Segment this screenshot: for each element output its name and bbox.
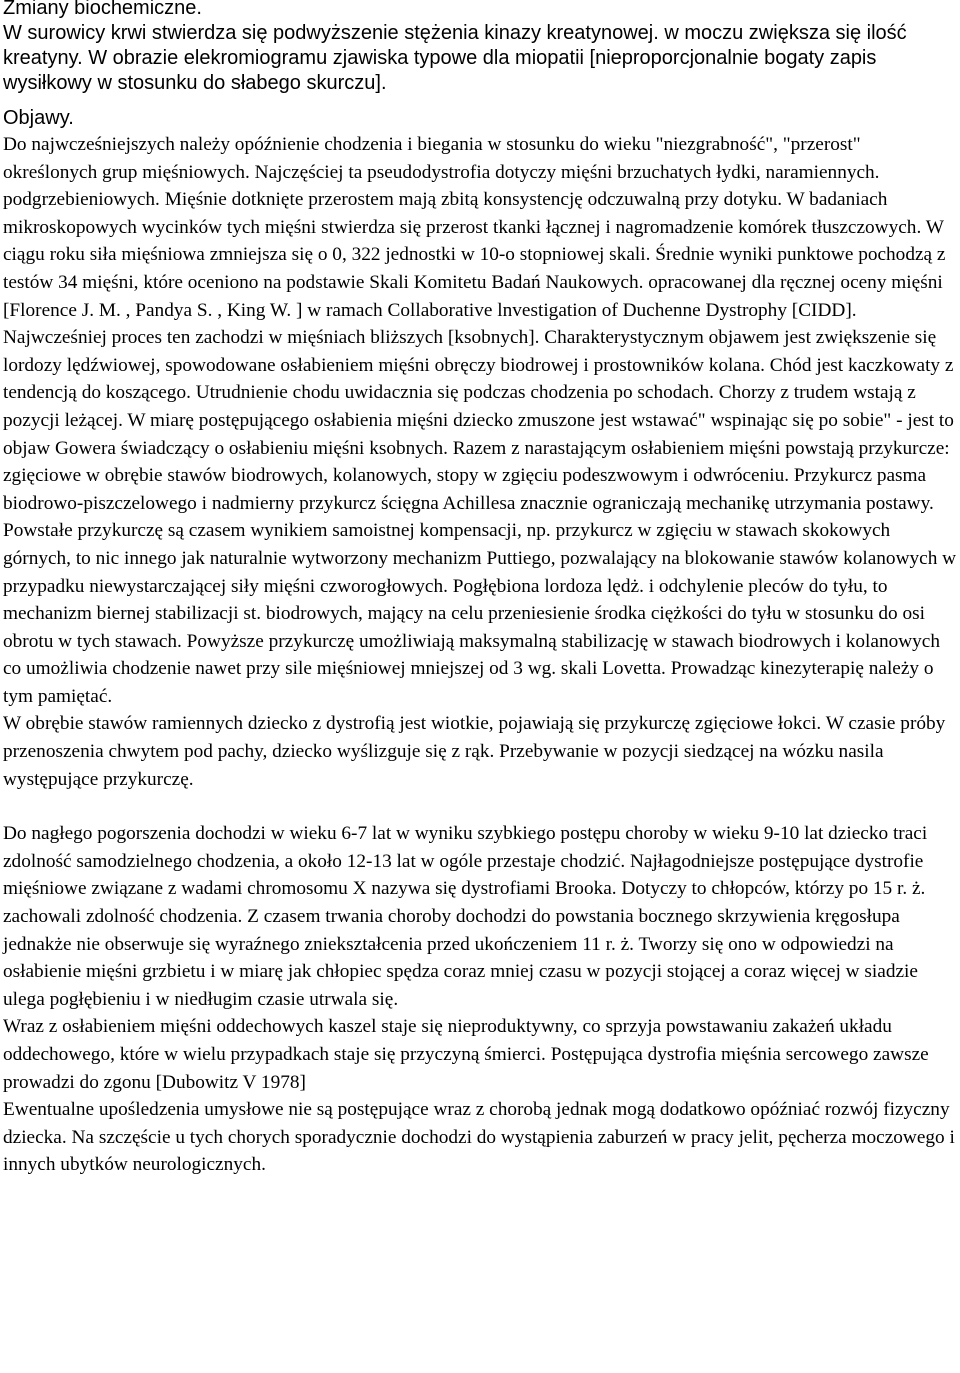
paragraph-mental: Ewentualne upośledzenia umysłowe nie są postępujące wraz z chorobą jednak mogą dodatkowo opóźniać rozwój fizyczny dziecka. Na szczęście u tych chorych sporadycznie dochodzi do wystąpienia zaburzeń w pracy jelit, pęcherza moczowego i innych ubytków neurologicznych.: [3, 1099, 955, 1176]
section-title: Zmiany biochemiczne.: [3, 0, 202, 19]
biochemistry-text: W surowicy krwi stwierdza się podwyższenie stężenia kinazy kreatynowej. w moczu zwiększa się ilość kreatyny. W obrazie elekromiogramu zjawiska typowe dla miopatii [nieproporcjonalnie bogaty zapis wysiłkowy w stosunku do słabego skurczu].: [3, 22, 907, 94]
blank-line: [3, 793, 957, 820]
spacer: [3, 96, 957, 106]
paragraph-proximal-muscles: Najwcześniej proces ten zachodzi w mięśniach bliższych [ksobnych]. Charakterystycznym objawem jest zwiększenie się lordozy lędźwiowej, spowodowane osłabieniem mięśni obręczy biodrowej i prostowników kolana. Chód jest kaczkowaty z tendencją do koszącego. Utrudnienie chodu uwidacznia się podczas chodzenia po schodach. Chorzy z trudem wstają z pozycji leżącej. W miarę postępującego osłabienia mięśni dziecko zmuszone jest wstawać" wspinając się po sobie" - jest to objaw Gowera świadczący o osłabieniu mięśni ksobnych. Razem z narastającym osłabieniem mięśni powstają przykurcze: zgięciowe w obrębie stawów biodrowych, kolanowych, stopy w zgięciu podeszwowym i odwróceniu. Przykurcz pasma biodrowo-piszczelowego i nadmierny przykurcz ścięgna Achillesa znacznie ograniczają mechanikę utrzymania postawy. Powstałe przykurczę są czasem wynikiem samoistnej kompensacji, np. przykurcz w zgięciu w stawach skokowych górnych, to nic innego jak naturalnie wytworzony mechanizm Puttiego, pozwalający na blokowanie stawów kolanowych w przypadku niewystarczającej siły mięśni czworogłowych. Pogłębiona lordoza lędż. i odchylenie pleców do tyłu, to mechanizm biernej stabilizacji st. biodrowych, mający na celu przeniesienie środka ciężkości do tyłu w stosunku do osi obrotu w tych stawach. Powyższe przykurczę umożliwiają maksymalną stabilizację w stawach biodrowych i kolanowych co umożliwia chodzenie nawet przy sile mięśniowej mniejszej od 3 wg. skali Lovetta. Prowadząc kinezyterapię należy o tym pamiętać.: [3, 327, 957, 707]
objawy-heading: Objawy.: [3, 107, 74, 129]
paragraph-shoulder-joints: W obrębie stawów ramiennych dziecko z dystrofią jest wiotkie, pojawiają się przykurczę zgięciowe łokci. W czasie próby przenoszenia chwytem pod pachy, dziecko wyślizguje się z rąk. Przebywanie w pozycji siedzącej na wózku nasila występujące przykurczę.: [3, 713, 946, 790]
paragraph-early-symptoms: Do najwcześniejszych należy opóźnienie chodzenia i biegania w stosunku do wieku "niezgrabność", "przerost" określonych grup mięśniowych. Najczęściej ta pseudodystrofia dotyczy mięśni brzuchatych łydki, naramiennych. podgrzebieniowych. Mięśnie dotknięte przerostem mają zbitą konsystencję odczuwalną przy dotyku. W badaniach mikroskopowych wycinków tych mięśni stwierdza się przerost tkanki łącznej i nagromadzenie komórek tłuszczowych. W ciągu roku siła mięśniowa zmniejsza się o 0, 322 jednostki w 10-o stopniowej skali. Średnie wyniki punktowe pochodzą z testów 34 mięśni, które oceniono na podstawie Skali Komitetu Badań Naukowych. opracowanej dla ręcznej oceny mięśni [Florence J. M. , Pandya S. , King W. ] w ramach Collaborative lnvestigation of Duchenne Dystrophy [CIDD].: [3, 134, 946, 321]
paragraph-deterioration: Do nagłego pogorszenia dochodzi w wieku 6-7 lat w wyniku szybkiego postępu choroby w wieku 9-10 lat dziecko traci zdolność samodzielnego chodzenia, a około 12-13 lat w ogóle przestaje chodzić. Najłagodniejsze postępujące dystrofie mięśniowe związane z wadami chromosomu X nazywa się dystrofiami Brooka. Dotyczy to chłopców, którzy po 15 r. ż. zachowali zdolność chodzenia. Z czasem trwania choroby dochodzi do powstania bocznego skrzywienia kręgosłupa jednakże nie obserwuje się wyraźnego zniekształcenia przed ukończeniem 11 r. ż. Tworzy się ono w odpowiedzi na osłabienie mięśni grzbietu i w miarę jak chłopiec spędza coraz mniej czasu w pozycji stojącej a coraz więcej w siadzie ulega pogłębieniu i w niedługim czasie utrwala się.: [3, 823, 928, 1010]
symptoms-section: [3, 131, 957, 1179]
biochemistry-section: [3, 0, 957, 96]
paragraph-respiratory: Wraz z osłabieniem mięśni oddechowych kaszel staje się nieproduktywny, co sprzyja powstawaniu zakażeń układu oddechowego, które w wielu przypadkach staje się przyczyną śmierci. Postępująca dystrofia mięśnia sercowego zawsze prowadzi do zgonu [Dubowitz V 1978]: [3, 1016, 929, 1093]
